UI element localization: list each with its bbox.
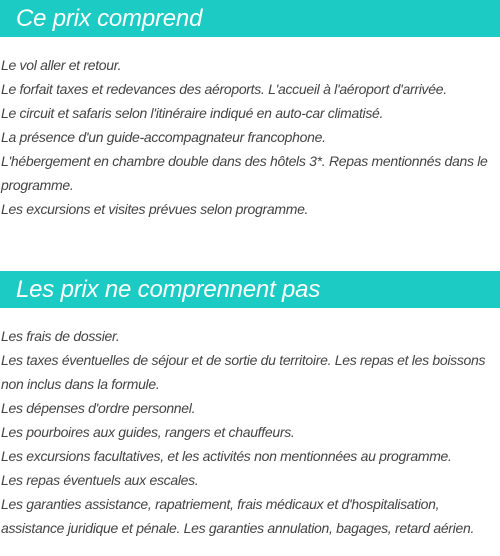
price-excludes-list <box>1 324 500 540</box>
list-item: Les dépenses d'ordre personnel. <box>1 400 196 416</box>
list-item: Le forfait taxes et redevances des aéroports. L'accueil à l'aéroport d'arrivée. <box>1 81 447 97</box>
list-item: Les pourboires aux guides, rangers et chauffeurs. <box>1 424 295 440</box>
list-item: La présence d'un guide-accompagnateur francophone. <box>1 129 326 145</box>
list-item: Les excursions facultatives, et les activités non mentionnées au programme. <box>1 448 452 464</box>
price-includes-list <box>1 53 500 221</box>
list-item: Le circuit et safaris selon l'itinéraire indiqué en auto-car climatisé. <box>1 105 384 121</box>
section-header-price-excludes: Les prix ne comprennent pas <box>0 271 500 308</box>
list-item: Le vol aller et retour. <box>1 57 122 73</box>
list-item: Les taxes éventuelles de séjour et de sortie du territoire. Les repas et les boissons non inclus dans la formule. <box>1 352 486 392</box>
list-item: Les excursions et visites prévues selon programme. <box>1 201 309 217</box>
list-item: Les garanties assistance, rapatriement, frais médicaux et d'hospitalisation, assistance juridique et pénale. Les garanties annulation, bagages, retard aérien. <box>1 496 475 536</box>
section-header-price-includes: Ce prix comprend <box>0 0 500 37</box>
list-item: Les frais de dossier. <box>1 328 120 344</box>
list-item: L'hébergement en chambre double dans des hôtels 3*. Repas mentionnés dans le programme. <box>1 153 488 193</box>
list-item: Les repas éventuels aux escales. <box>1 472 199 488</box>
